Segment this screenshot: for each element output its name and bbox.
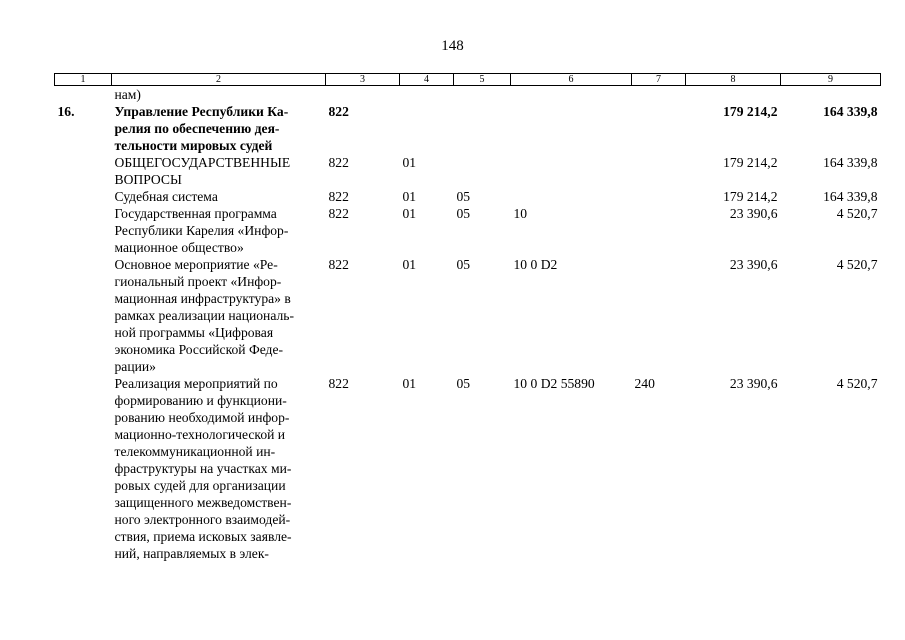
column-header-5: 5 bbox=[454, 74, 511, 86]
code-expense-type bbox=[632, 103, 686, 154]
amount-col9: 4 520,7 bbox=[836, 257, 878, 272]
code-section: 01 bbox=[402, 189, 417, 204]
code-expense-type bbox=[632, 154, 686, 188]
row-number bbox=[55, 205, 112, 256]
code-section: 01 bbox=[402, 155, 417, 170]
code-subsection: 05 bbox=[456, 206, 471, 221]
amount-col9 bbox=[781, 86, 881, 104]
amount-col9: 164 339,8 bbox=[823, 155, 878, 170]
code-target: 10 bbox=[513, 206, 528, 221]
code-admin: 822 bbox=[328, 257, 349, 272]
column-header-7: 7 bbox=[632, 74, 686, 86]
code-subsection bbox=[454, 103, 511, 154]
row-name: ОБЩЕГОСУДАРСТВЕННЫЕ ВОПРОСЫ bbox=[114, 155, 291, 187]
code-target: 10 0 D2 55890 bbox=[513, 376, 595, 391]
code-subsection: 05 bbox=[456, 376, 471, 391]
code-section bbox=[400, 86, 454, 104]
amount-col8: 179 214,2 bbox=[723, 189, 778, 204]
code-subsection: 05 bbox=[456, 189, 471, 204]
table-row bbox=[55, 375, 881, 562]
column-header-6: 6 bbox=[511, 74, 632, 86]
row-number: 16. bbox=[57, 104, 75, 119]
code-target bbox=[511, 86, 632, 104]
amount-col8: 179 214,2 bbox=[723, 104, 778, 119]
row-number bbox=[55, 86, 112, 104]
table-row bbox=[55, 205, 881, 256]
row-name: Основное мероприятие «Ре- гиональный проект «Инфор- мационная инфраструктура» в рамках реализации националь- ной программы «Цифровая экономика Российской Феде- рации» bbox=[114, 257, 294, 374]
column-header-4: 4 bbox=[400, 74, 454, 86]
code-expense-type: 240 bbox=[634, 376, 655, 391]
code-subsection bbox=[454, 154, 511, 188]
amount-col9: 4 520,7 bbox=[836, 206, 878, 221]
code-expense-type bbox=[632, 256, 686, 375]
row-name: Реализация мероприятий по формированию и функциони- рованию необходимой инфор- мационно-технологической и телекоммуникационной ин- фраструктуры на участках ми- ровых судей для организации защищенного межведомствен- ного электронного взаимодей- ствия, приема исковых заявле- ний, направляемых в элек- bbox=[114, 376, 292, 561]
code-target bbox=[511, 188, 632, 205]
table-row bbox=[55, 86, 881, 104]
amount-col9: 164 339,8 bbox=[823, 189, 878, 204]
code-expense-type bbox=[632, 86, 686, 104]
amount-col8: 23 390,6 bbox=[729, 376, 778, 391]
table-row bbox=[55, 154, 881, 188]
code-section: 01 bbox=[402, 376, 417, 391]
code-section: 01 bbox=[402, 257, 417, 272]
row-name: нам) bbox=[114, 87, 141, 102]
row-number bbox=[55, 188, 112, 205]
amount-col9: 4 520,7 bbox=[836, 376, 878, 391]
code-admin: 822 bbox=[328, 376, 349, 391]
code-subsection: 05 bbox=[456, 257, 471, 272]
table-row bbox=[55, 188, 881, 205]
table-row bbox=[55, 256, 881, 375]
table-row bbox=[55, 103, 881, 154]
code-expense-type bbox=[632, 205, 686, 256]
column-header-8: 8 bbox=[686, 74, 781, 86]
row-name: Управление Республики Ка- релия по обеспечению дея- тельности мировых судей bbox=[114, 104, 289, 153]
row-number bbox=[55, 256, 112, 375]
code-admin bbox=[326, 86, 400, 104]
column-header-1: 1 bbox=[55, 74, 112, 86]
code-section: 01 bbox=[402, 206, 417, 221]
code-admin: 822 bbox=[328, 155, 349, 170]
column-header-2: 2 bbox=[112, 74, 326, 86]
code-target bbox=[511, 154, 632, 188]
amount-col8 bbox=[686, 86, 781, 104]
budget-table bbox=[54, 73, 881, 562]
row-number bbox=[55, 154, 112, 188]
header-row bbox=[55, 74, 881, 86]
row-name: Судебная система bbox=[114, 189, 218, 204]
row-number bbox=[55, 375, 112, 562]
code-expense-type bbox=[632, 188, 686, 205]
code-admin: 822 bbox=[328, 189, 349, 204]
page-number: 148 bbox=[441, 38, 464, 54]
column-header-3: 3 bbox=[326, 74, 400, 86]
amount-col9: 164 339,8 bbox=[823, 104, 878, 119]
code-subsection bbox=[454, 86, 511, 104]
amount-col8: 179 214,2 bbox=[723, 155, 778, 170]
code-admin: 822 bbox=[328, 104, 349, 119]
code-admin: 822 bbox=[328, 206, 349, 221]
amount-col8: 23 390,6 bbox=[729, 257, 778, 272]
code-target: 10 0 D2 bbox=[513, 257, 558, 272]
amount-col8: 23 390,6 bbox=[729, 206, 778, 221]
column-header-9: 9 bbox=[781, 74, 881, 86]
table-body bbox=[55, 86, 881, 563]
code-section bbox=[400, 103, 454, 154]
row-name: Государственная программа Республики Карелия «Инфор- мационное общество» bbox=[114, 206, 289, 255]
code-target bbox=[511, 103, 632, 154]
